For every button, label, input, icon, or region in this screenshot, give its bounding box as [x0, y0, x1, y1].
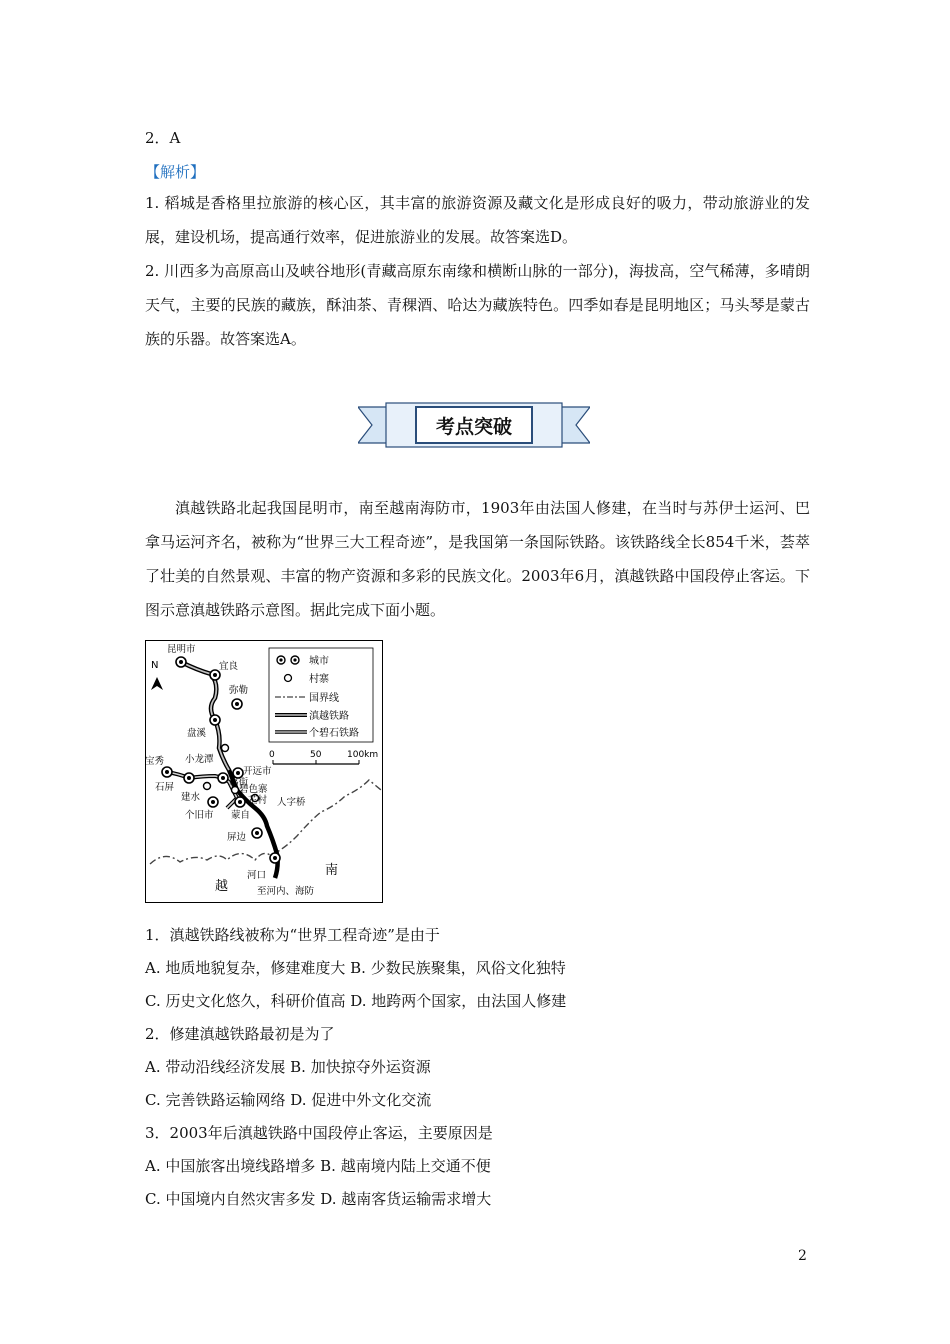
- north-label: N: [151, 660, 159, 671]
- label-kaiyuan: 开远市: [243, 766, 272, 777]
- intro-paragraph: 滇越铁路北起我国昆明市，南至越南海防市，1903年由法国人修建，在当时与苏伊士运河、巴拿马运河齐名，被称为“世界三大工程奇迹”，是我国第一条国际铁路。该铁路线全长854千米，荟萃了壮美的自然景观、丰富的物产资源和多彩的民族文化。2003年6月，滇越铁路中国段停止客运。下图示意滇越铁路示意图。据此完成下面小题。: [145, 499, 810, 619]
- banner-title: 考点突破: [435, 416, 513, 438]
- question-1-options-ab: A. 地质地貌复杂，修建难度大 B. 少数民族聚集，风俗文化独特: [145, 959, 566, 977]
- label-yue: 越: [215, 879, 229, 894]
- label-bisezhai: 碧色寨: [239, 784, 268, 795]
- question-1-stem: 1．滇越铁路线被称为“世界工程奇迹”是由于: [145, 926, 440, 944]
- label-kunming: 昆明市: [167, 644, 196, 655]
- label-to-hanoi: 至河内、海防: [257, 886, 315, 897]
- legend-city: 城市: [309, 656, 329, 667]
- section-banner: [358, 401, 590, 449]
- question-3-stem: 3．2003年后滇越铁路中国段停止客运，主要原因是: [145, 1124, 493, 1142]
- label-baoxiu: 宝秀: [145, 756, 165, 767]
- question-2-stem: 2．修建滇越铁路最初是为了: [145, 1025, 335, 1043]
- label-mengzi: 蒙自: [231, 810, 251, 821]
- analysis-label: 【解析】: [145, 163, 206, 181]
- label-jijie: 鸡街: [229, 777, 249, 788]
- previous-answer: 2．A: [145, 129, 181, 147]
- label-gejiu: 个旧市: [185, 810, 214, 821]
- analysis-paragraph-2: 2. 川西多为高原高山及峡谷地形(青藏高原东南缘和横断山脉的一部分)，海拔高，空气稀薄，多晴朗天气，主要的民族的藏族，酥油茶、青稞酒、哈达为藏族特色。四季如春是昆明地区；马头琴是蒙古族的乐器。故答案选A。: [145, 262, 810, 348]
- label-shiping: 石屏: [155, 782, 175, 793]
- legend-gebi: 个碧石铁路: [309, 728, 359, 739]
- label-zhicun: 芷村: [248, 795, 268, 806]
- label-renziqiao: 人字桥: [277, 797, 306, 808]
- label-panxi: 盘溪: [187, 728, 207, 739]
- label-mile: 弥勒: [229, 685, 249, 696]
- question-2-options-cd: C. 完善铁路运输网络 D. 促进中外文化交流: [145, 1091, 432, 1109]
- legend-border: 国界线: [309, 693, 339, 704]
- page-number: 2: [798, 1248, 807, 1264]
- scale-zero: 0: [269, 750, 275, 760]
- legend-village: 村寨: [309, 674, 329, 685]
- label-pingbian: 屏边: [227, 832, 247, 843]
- label-yiliang: 宜良: [219, 661, 239, 672]
- scale-mid: 50: [310, 750, 322, 760]
- village-marker-xiaolongtan: [222, 745, 229, 752]
- label-hekou: 河口: [247, 870, 267, 881]
- scale-end: 100km: [347, 750, 379, 760]
- label-xiaolongtan: 小龙潭: [185, 754, 214, 765]
- railway-map: [145, 640, 383, 903]
- label-nan: 南: [325, 863, 339, 878]
- question-2-options-ab: A. 带动沿线经济发展 B. 加快掠夺外运资源: [145, 1058, 431, 1076]
- question-3-options-cd: C. 中国境内自然灾害多发 D. 越南客货运输需求增大: [145, 1190, 492, 1208]
- label-jianshui: 建水: [181, 792, 201, 803]
- analysis-paragraph-1: 1. 稻城是香格里拉旅游的核心区，其丰富的旅游资源及藏文化是形成良好的吸力，带动旅游业的发展，建设机场，提高通行效率，促进旅游业的发展。故答案选D。: [145, 194, 810, 246]
- village-marker-jianshui: [204, 783, 211, 790]
- legend-dianyue: 滇越铁路: [309, 711, 349, 722]
- question-1-options-cd: C. 历史文化悠久，科研价值高 D. 地跨两个国家，由法国人修建: [145, 992, 567, 1010]
- question-3-options-ab: A. 中国旅客出境线路增多 B. 越南境内陆上交通不便: [145, 1157, 491, 1175]
